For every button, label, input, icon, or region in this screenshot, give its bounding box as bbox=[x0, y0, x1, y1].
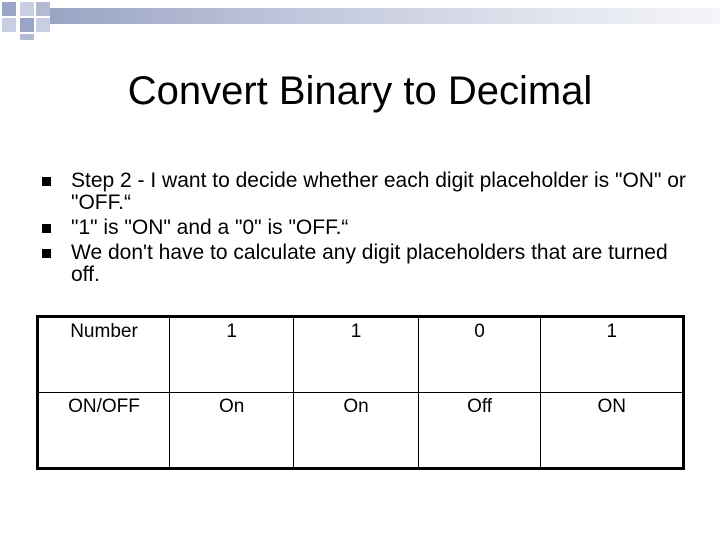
bullet-item bbox=[40, 217, 690, 239]
decor-square bbox=[20, 2, 34, 16]
table-cell: 1 bbox=[541, 317, 684, 393]
decor-square bbox=[20, 34, 34, 40]
decor-square bbox=[2, 2, 16, 16]
table-cell: 1 bbox=[170, 317, 294, 393]
table-cell: On bbox=[170, 393, 294, 469]
table-cell: On bbox=[294, 393, 418, 469]
bullet-text: "1" is "ON" and a "0" is "OFF.“ bbox=[71, 216, 349, 239]
decor-square bbox=[20, 18, 34, 32]
binary-table bbox=[36, 315, 685, 470]
bullet-text: Step 2 - I want to decide whether each digit placeholder is "ON" or "OFF.“ bbox=[71, 169, 686, 214]
bullet-item bbox=[40, 242, 690, 286]
table-cell: ON bbox=[541, 393, 684, 469]
bullet-list bbox=[40, 170, 690, 289]
decorative-header bbox=[0, 0, 720, 40]
header-gradient-band bbox=[50, 8, 720, 24]
table-cell: Off bbox=[418, 393, 541, 469]
slide-title: Convert Binary to Decimal bbox=[127, 69, 593, 113]
square-bullet-icon bbox=[42, 249, 51, 258]
table-row bbox=[38, 317, 684, 393]
bullet-item bbox=[40, 170, 690, 214]
decor-square bbox=[36, 18, 50, 32]
table-cell: 0 bbox=[418, 317, 541, 393]
table-row-header: ON/OFF bbox=[38, 393, 170, 469]
table-row bbox=[38, 393, 684, 469]
table-row-header: Number bbox=[38, 317, 170, 393]
decor-square bbox=[2, 18, 16, 32]
decor-square bbox=[36, 2, 50, 16]
square-bullet-icon bbox=[42, 177, 51, 186]
bullet-text: We don't have to calculate any digit placeholders that are turned off. bbox=[71, 241, 668, 286]
table-cell: 1 bbox=[294, 317, 418, 393]
square-bullet-icon bbox=[42, 224, 51, 233]
